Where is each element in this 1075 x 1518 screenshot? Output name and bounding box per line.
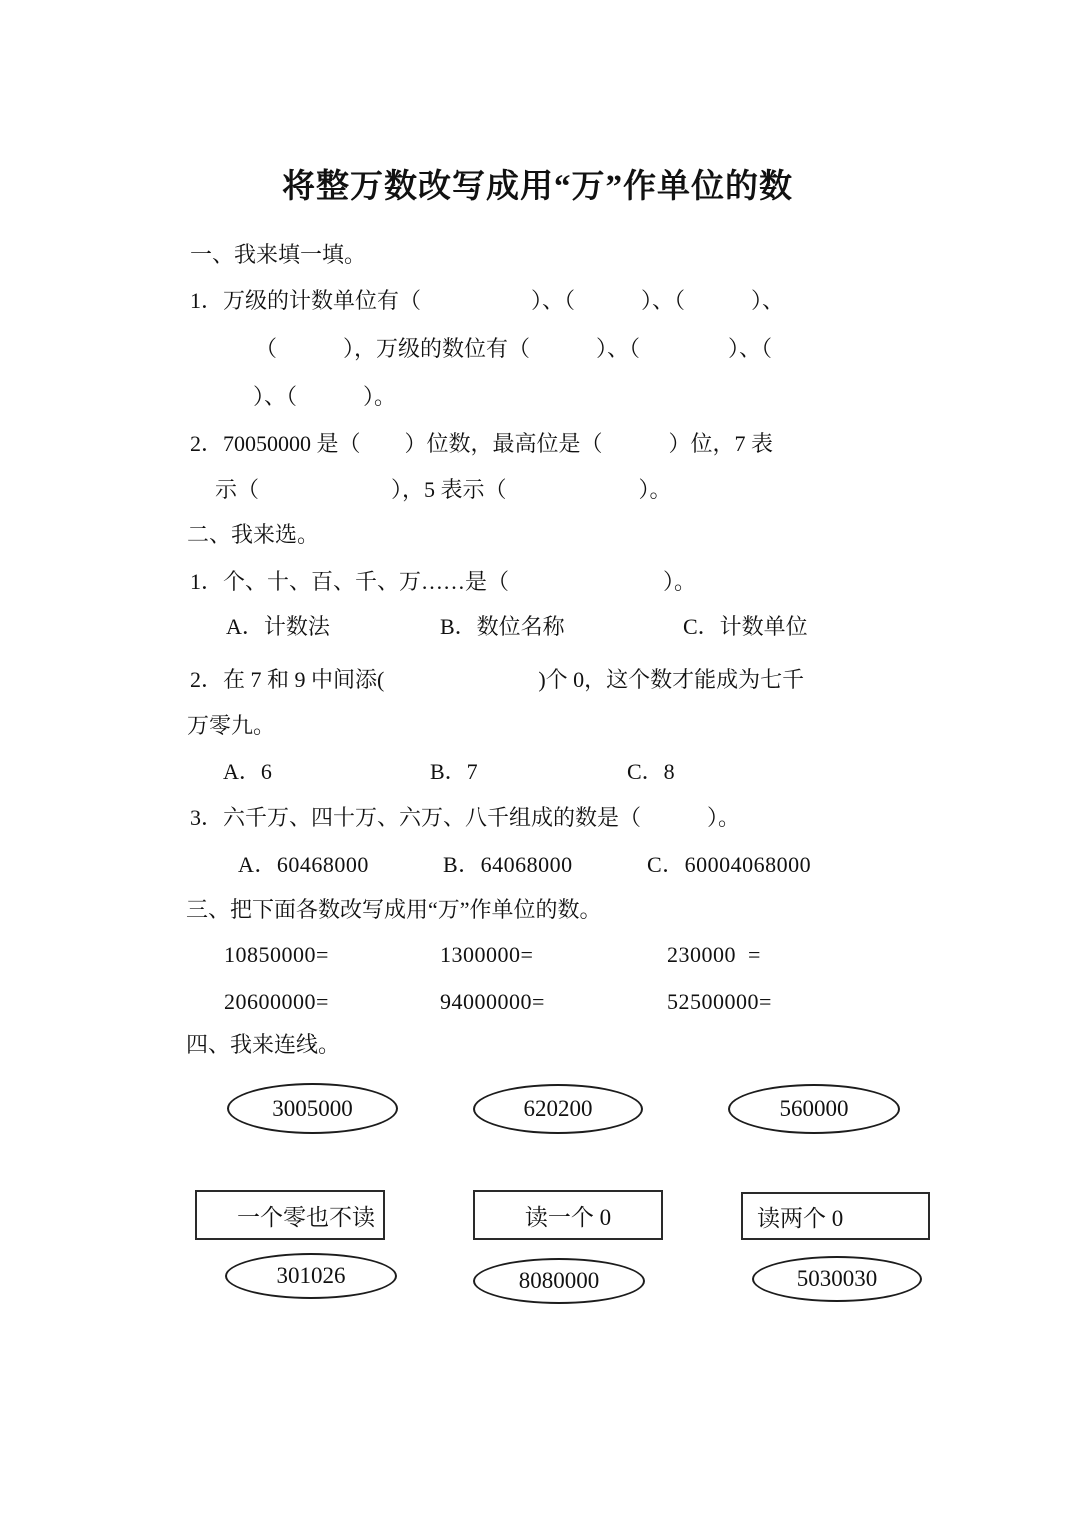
s2-q1-option-c: C．计数单位 [683, 614, 808, 639]
match-ellipse-8080000 [473, 1258, 645, 1304]
section3-heading: 三、把下面各数改写成用“万”作单位的数。 [186, 897, 602, 922]
s2-q3-option-a: A．60468000 [238, 852, 369, 877]
s2-q1-stem: 1．个、十、百、千、万……是（ ）。 [190, 569, 697, 594]
s2-q2-option-b: B．7 [430, 759, 478, 784]
s3-row1-item2: 1300000= [440, 942, 534, 967]
ellipse-value: 5030030 [796, 1266, 878, 1291]
s3-row2-item2: 94000000= [440, 989, 545, 1014]
s1-q1-line3: ）、（ ）。 [253, 384, 397, 409]
s2-q3-option-c: C．60004068000 [647, 852, 812, 877]
box-label: 读一个 0 [524, 1204, 612, 1230]
s3-row2-item3: 52500000= [667, 989, 772, 1014]
match-ellipse-5030030 [752, 1256, 922, 1302]
s1-q1-line2: （ ），万级的数位有（ ）、（ ）、（ [255, 336, 773, 361]
page-title: 将整万数改写成用“万”作单位的数 [282, 169, 793, 205]
section4-heading: 四、我来连线。 [186, 1032, 341, 1057]
s2-q2-line2: 万零九。 [187, 713, 276, 738]
ellipse-value: 620200 [523, 1096, 593, 1121]
ellipse-value: 3005000 [272, 1095, 353, 1121]
s2-q2-option-c: C．8 [627, 759, 675, 784]
match-ellipse-301026 [225, 1253, 397, 1299]
s1-q2-line1: 2．70050000 是（ ）位数，最高位是（ ）位，7 表 [190, 431, 774, 456]
match-box-no-zero-read [195, 1190, 385, 1240]
ellipse-value: 560000 [779, 1096, 849, 1121]
s1-q2-line2: 示（ ），5 表示（ ）。 [215, 477, 672, 502]
match-ellipse-620200 [473, 1084, 643, 1134]
box-label: 一个零也不读 [237, 1204, 375, 1230]
box-label: 读两个 0 [757, 1205, 844, 1231]
match-box-read-two-zeros [741, 1192, 930, 1240]
s2-q1-option-b: B．数位名称 [440, 614, 565, 639]
ellipse-value: 8080000 [518, 1268, 600, 1293]
s3-row1-item3: 230000 = [667, 942, 761, 967]
s2-q2-line1: 2．在 7 和 9 中间添( )个 0，这个数才能成为七千 [190, 667, 805, 692]
s2-q1-option-a: A．计数法 [226, 614, 330, 639]
s2-q3-stem: 3．六千万、四十万、六万、八千组成的数是（ ）。 [190, 805, 741, 830]
section2-heading: 二、我来选。 [187, 522, 320, 547]
s1-q1-line1: 1．万级的计数单位有（ ）、（ ）、（ ）、 [190, 288, 785, 313]
match-box-read-one-zero [473, 1190, 663, 1240]
section1-heading: 一、我来填一填。 [190, 242, 367, 267]
s3-row1-item1: 10850000= [224, 942, 329, 967]
match-ellipse-560000 [728, 1084, 900, 1134]
s2-q3-option-b: B．64068000 [443, 852, 573, 877]
match-ellipse-3005000 [227, 1083, 398, 1134]
ellipse-value: 301026 [276, 1263, 346, 1288]
s2-q2-option-a: A．6 [223, 759, 272, 784]
s3-row2-item1: 20600000= [224, 989, 329, 1014]
